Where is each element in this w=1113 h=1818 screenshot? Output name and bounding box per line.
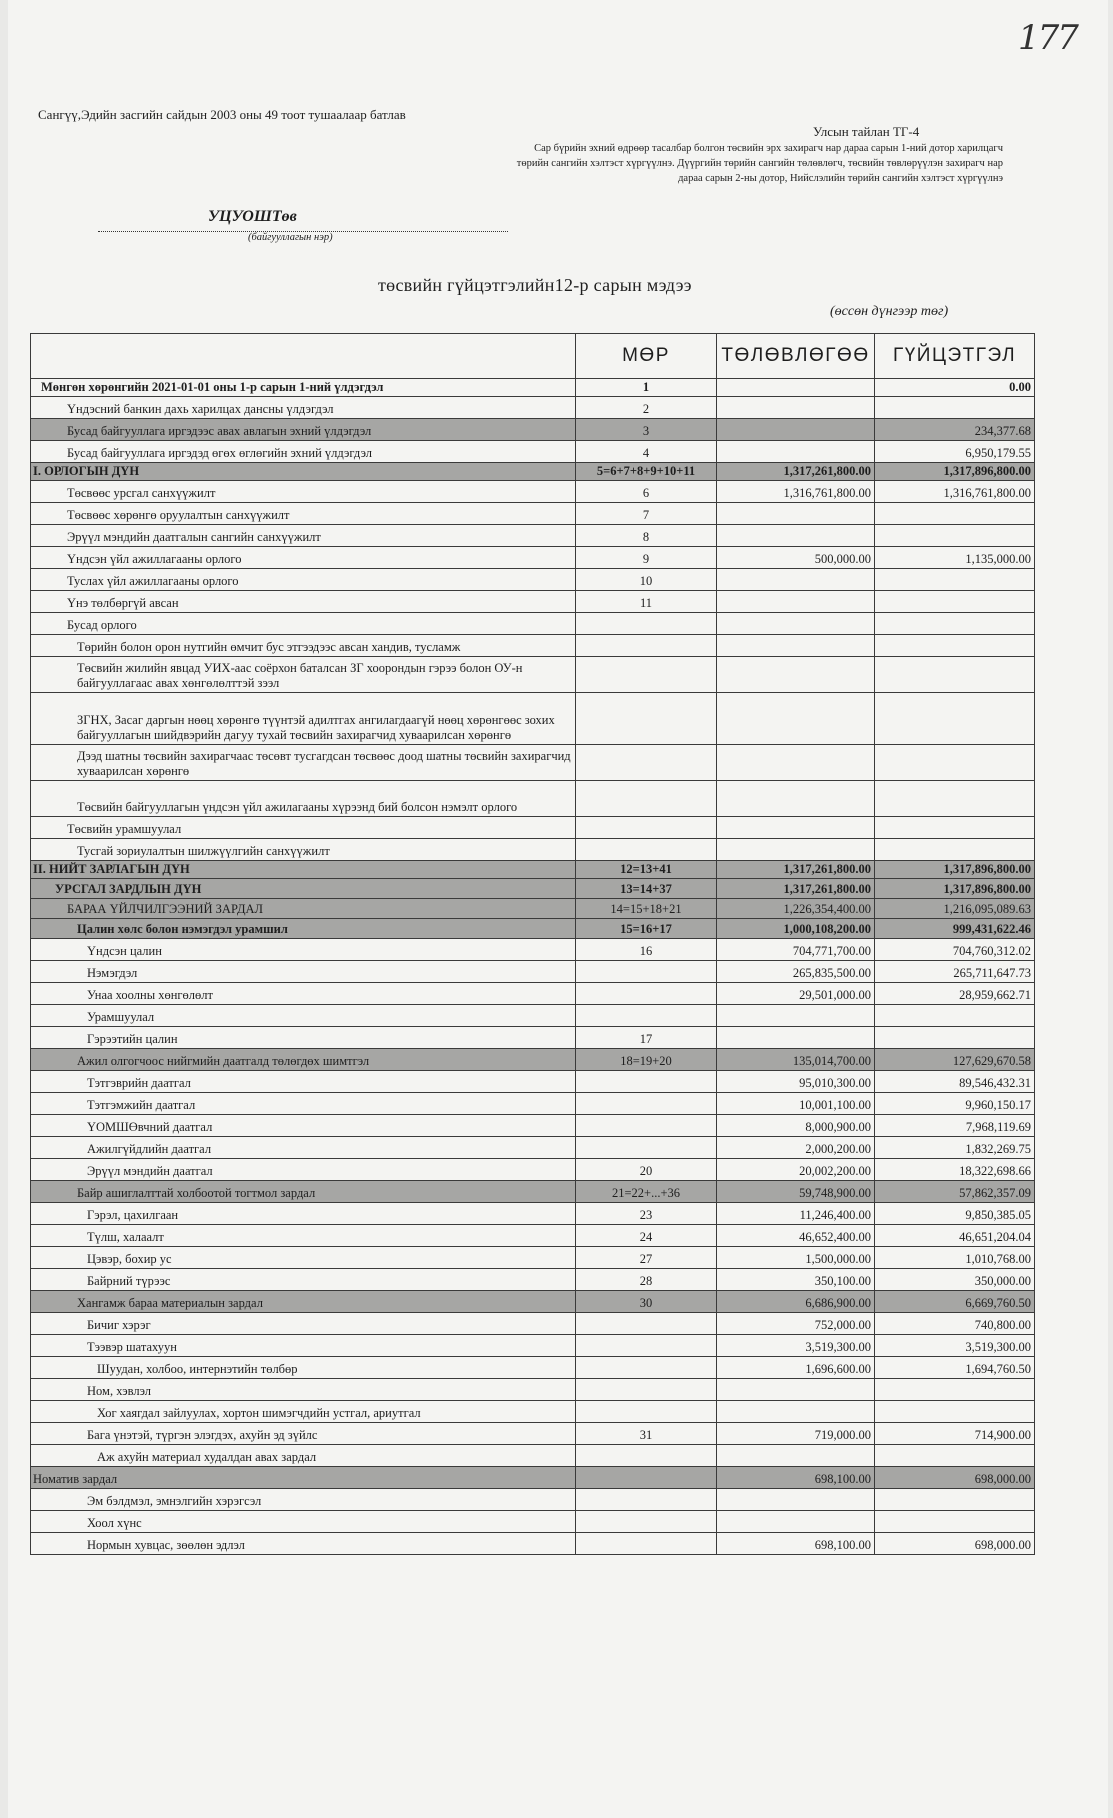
row-name: Гэрэл, цахилгаан: [31, 1203, 576, 1225]
table-row: [31, 939, 1035, 961]
row-actual: 350,000.00: [875, 1269, 1035, 1291]
table-row: [31, 983, 1035, 1005]
row-code: 10: [576, 569, 717, 591]
row-code: [576, 1379, 717, 1401]
table-row: [31, 441, 1035, 463]
row-plan: 2,000,200.00: [717, 1137, 875, 1159]
row-actual: 265,711,647.73: [875, 961, 1035, 983]
row-plan: 8,000,900.00: [717, 1115, 875, 1137]
row-actual: 9,960,150.17: [875, 1093, 1035, 1115]
row-actual: [875, 1401, 1035, 1423]
document-page: [8, 0, 1108, 1818]
table-row: [31, 1533, 1035, 1555]
table-row: [31, 1335, 1035, 1357]
row-code: [576, 1467, 717, 1489]
table-row: [31, 745, 1035, 781]
row-name: Цэвэр, бохир ус: [31, 1247, 576, 1269]
table-row: [31, 1313, 1035, 1335]
row-actual: 6,950,179.55: [875, 441, 1035, 463]
row-actual: [875, 397, 1035, 419]
row-code: [576, 1401, 717, 1423]
row-name: Тэтгэврийн даатгал: [31, 1071, 576, 1093]
form-note: Сар бүрийн эхний өдрөөр тасалбар болгон төсвийн эрх захирагч нар дараа сарын 1-ний дотор харилцагч төрийн сангийн хэлтэст хүргүүлнэ. Дүүргийн төрийн сангийн төлөвлөгч, төсвийн төвлөрүүлэн захирагч нар дараа сарын 2-ны дотор, Нийслэлийн төрийн сангийн хэлтэст хүргүүлнэ: [516, 143, 1003, 184]
row-code: [576, 781, 717, 817]
table-row: [31, 419, 1035, 441]
row-name: Төсвийн жилийн явцад УИХ-аас соёрхон баталсан ЗГ хоорондын гэрээ болон ОУ-н байгууллагаас авах хөнгөлөлттэй зээл: [31, 657, 576, 693]
row-plan: 500,000.00: [717, 547, 875, 569]
row-code: 31: [576, 1423, 717, 1445]
row-name: Төсвөөс урсгал санхүүжилт: [31, 481, 576, 503]
row-actual: 6,669,760.50: [875, 1291, 1035, 1313]
row-plan: 29,501,000.00: [717, 983, 875, 1005]
row-code: 3: [576, 419, 717, 441]
table-row: [31, 1203, 1035, 1225]
row-plan: [717, 591, 875, 613]
table-row: [31, 1489, 1035, 1511]
row-plan: [717, 397, 875, 419]
row-name: Байр ашиглалттай холбоотой тогтмол зардал: [31, 1181, 576, 1203]
row-actual: [875, 839, 1035, 861]
row-code: 27: [576, 1247, 717, 1269]
row-name: Төрийн болон орон нутгийн өмчит бус этгээдээс авсан хандив, тусламж: [31, 635, 576, 657]
table-row: [31, 1027, 1035, 1049]
row-plan: 1,317,261,800.00: [717, 463, 875, 481]
table-row: [31, 1115, 1035, 1137]
row-plan: [717, 839, 875, 861]
organization-name: УЦУОШТөв: [208, 208, 297, 225]
row-name: БАРАА ҮЙЛЧИЛГЭЭНИЙ ЗАРДАЛ: [31, 899, 576, 919]
row-name: Нормын хувцас, зөөлөн эдлэл: [31, 1533, 576, 1555]
row-actual: 698,000.00: [875, 1467, 1035, 1489]
row-plan: 265,835,500.00: [717, 961, 875, 983]
row-plan: [717, 635, 875, 657]
row-actual: [875, 817, 1035, 839]
row-plan: [717, 693, 875, 745]
table-row: [31, 547, 1035, 569]
row-actual: 28,959,662.71: [875, 983, 1035, 1005]
row-code: 11: [576, 591, 717, 613]
row-actual: [875, 1511, 1035, 1533]
row-code: 8: [576, 525, 717, 547]
table-row: [31, 591, 1035, 613]
table-row: [31, 1445, 1035, 1467]
table-row: [31, 1181, 1035, 1203]
row-name: Төсвийн урамшуулал: [31, 817, 576, 839]
row-plan: [717, 1489, 875, 1511]
table-row: [31, 1379, 1035, 1401]
row-plan: 46,652,400.00: [717, 1225, 875, 1247]
table-row: [31, 899, 1035, 919]
row-name: Ажил олгогчоос нийгмийн даатгалд төлөгдөх шимтгэл: [31, 1049, 576, 1071]
row-name: Төсвийн байгууллагын үндсэн үйл ажилагааны хүрээнд бий болсон нэмэлт орлого: [31, 781, 576, 817]
row-actual: [875, 635, 1035, 657]
row-code: [576, 817, 717, 839]
row-actual: 1,694,760.50: [875, 1357, 1035, 1379]
row-plan: 1,000,108,200.00: [717, 919, 875, 939]
row-name: Аж ахуйн материал худалдан авах зардал: [31, 1445, 576, 1467]
row-actual: 57,862,357.09: [875, 1181, 1035, 1203]
row-plan: 10,001,100.00: [717, 1093, 875, 1115]
row-actual: 1,216,095,089.63: [875, 899, 1035, 919]
row-name: II. НИЙТ ЗАРЛАГЫН ДҮН: [31, 861, 576, 879]
row-name: Бага үнэтэй, түргэн элэгдэх, ахуйн эд зүйлс: [31, 1423, 576, 1445]
row-plan: 1,317,261,800.00: [717, 861, 875, 879]
row-code: [576, 1005, 717, 1027]
row-code: [576, 657, 717, 693]
row-name: Байрний түрээс: [31, 1269, 576, 1291]
row-plan: [717, 1027, 875, 1049]
row-code: [576, 745, 717, 781]
header-actual: ГҮЙЦЭТГЭЛ: [875, 334, 1035, 379]
row-code: 7: [576, 503, 717, 525]
row-actual: [875, 745, 1035, 781]
row-actual: [875, 1379, 1035, 1401]
row-actual: [875, 503, 1035, 525]
table-row: [31, 1071, 1035, 1093]
row-name: Ажилгүйдлийн даатгал: [31, 1137, 576, 1159]
row-name: Унаа хоолны хөнгөлөлт: [31, 983, 576, 1005]
row-code: 14=15+18+21: [576, 899, 717, 919]
row-name: Номатив зардал: [31, 1467, 576, 1489]
table-row: [31, 817, 1035, 839]
row-actual: [875, 781, 1035, 817]
row-actual: 1,135,000.00: [875, 547, 1035, 569]
row-code: 18=19+20: [576, 1049, 717, 1071]
row-plan: 752,000.00: [717, 1313, 875, 1335]
row-actual: 714,900.00: [875, 1423, 1035, 1445]
row-code: 9: [576, 547, 717, 569]
row-plan: [717, 525, 875, 547]
table-row: [31, 1423, 1035, 1445]
row-code: 21=22+...+36: [576, 1181, 717, 1203]
row-actual: 89,546,432.31: [875, 1071, 1035, 1093]
row-plan: [717, 1005, 875, 1027]
row-name: Үндэсний банкин дахь харилцах дансны үлдэгдэл: [31, 397, 576, 419]
table-row: [31, 1049, 1035, 1071]
row-actual: 1,317,896,800.00: [875, 861, 1035, 879]
row-name: ҮОМШӨвчний даатгал: [31, 1115, 576, 1137]
row-code: 2: [576, 397, 717, 419]
row-name: Урамшуулал: [31, 1005, 576, 1027]
row-plan: [717, 503, 875, 525]
row-plan: 719,000.00: [717, 1423, 875, 1445]
row-name: Эрүүл мэндийн даатгалын сангийн санхүүжилт: [31, 525, 576, 547]
table-row: [31, 861, 1035, 879]
row-name: Тусгай зориулалтын шилжүүлгийн санхүүжилт: [31, 839, 576, 861]
row-code: 20: [576, 1159, 717, 1181]
row-actual: 9,850,385.05: [875, 1203, 1035, 1225]
row-code: [576, 1071, 717, 1093]
row-actual: [875, 1489, 1035, 1511]
row-actual: [875, 591, 1035, 613]
row-plan: 704,771,700.00: [717, 939, 875, 961]
row-name: Бусад орлого: [31, 613, 576, 635]
row-actual: 234,377.68: [875, 419, 1035, 441]
row-plan: [717, 441, 875, 463]
row-actual: 1,316,761,800.00: [875, 481, 1035, 503]
row-plan: [717, 569, 875, 591]
row-code: 15=16+17: [576, 919, 717, 939]
row-name: Түлш, халаалт: [31, 1225, 576, 1247]
row-plan: 350,100.00: [717, 1269, 875, 1291]
header-row: МӨР: [576, 334, 717, 379]
row-actual: [875, 525, 1035, 547]
table-row: [31, 961, 1035, 983]
table-row: [31, 693, 1035, 745]
row-plan: [717, 1401, 875, 1423]
row-name: Бусад байгууллага иргэдээс авах авлагын эхний үлдэгдэл: [31, 419, 576, 441]
table-row: [31, 1511, 1035, 1533]
row-name: Хог хаягдал зайлуулах, хортон шимэгчдийн устгал, ариутгал: [31, 1401, 576, 1423]
approval-text: Сангүү,Эдийн засгийн сайдын 2003 оны 49 тоот тушаалаар батлав: [38, 107, 406, 122]
row-code: 16: [576, 939, 717, 961]
table-row: [31, 781, 1035, 817]
table-row: [31, 613, 1035, 635]
row-actual: 1,317,896,800.00: [875, 463, 1035, 481]
table-row: [31, 1357, 1035, 1379]
row-name: Дээд шатны төсвийн захирагчаас төсөвт тусгагдсан төсвөөс доод шатны төсвийн захирагчид хуваарилсан хөрөнгө: [31, 745, 576, 781]
row-plan: 20,002,200.00: [717, 1159, 875, 1181]
row-plan: 1,226,354,400.00: [717, 899, 875, 919]
row-code: 30: [576, 1291, 717, 1313]
table-row: [31, 1269, 1035, 1291]
row-name: УРСГАЛ ЗАРДЛЫН ДҮН: [31, 879, 576, 899]
row-code: [576, 983, 717, 1005]
table-row: [31, 379, 1035, 397]
row-plan: [717, 1379, 875, 1401]
row-name: Тээвэр шатахуун: [31, 1335, 576, 1357]
row-plan: 95,010,300.00: [717, 1071, 875, 1093]
row-actual: 740,800.00: [875, 1313, 1035, 1335]
table-row: [31, 919, 1035, 939]
row-plan: [717, 1511, 875, 1533]
row-code: [576, 613, 717, 635]
table-header-row: [31, 334, 1035, 379]
table-row: [31, 1247, 1035, 1269]
row-name: Гэрээтийн цалин: [31, 1027, 576, 1049]
row-plan: [717, 745, 875, 781]
header-name: [31, 334, 576, 379]
row-name: ЗГНХ, Засаг даргын нөөц хөрөнгө түүнтэй адилтгах ангилагдаагүй нөөц хөрөнгөөс зохих байгууллагын шийдвэрийн дагуу тухай төсвийн захирагчид хуваарилсан хөрөнгө: [31, 693, 576, 745]
table-row: [31, 481, 1035, 503]
unit-note: (өссөн дүнгээр төг): [830, 304, 949, 319]
row-name: Цалин хөлс болон нэмэгдэл урамшил: [31, 919, 576, 939]
row-name: Үндсэн үйл ажиллагааны орлого: [31, 547, 576, 569]
row-name: Төсвөөс хөрөнгө оруулалтын санхүүжилт: [31, 503, 576, 525]
row-name: Хоол хүнс: [31, 1511, 576, 1533]
row-name: Эрүүл мэндийн даатгал: [31, 1159, 576, 1181]
row-plan: 1,316,761,800.00: [717, 481, 875, 503]
row-actual: [875, 1005, 1035, 1027]
row-plan: 59,748,900.00: [717, 1181, 875, 1203]
table-row: [31, 1159, 1035, 1181]
row-actual: [875, 657, 1035, 693]
row-name: Эм бэлдмэл, эмнэлгийн хэрэгсэл: [31, 1489, 576, 1511]
table-row: [31, 1225, 1035, 1247]
row-plan: [717, 657, 875, 693]
row-code: [576, 1093, 717, 1115]
row-plan: 1,317,261,800.00: [717, 879, 875, 899]
row-actual: 1,832,269.75: [875, 1137, 1035, 1159]
table-row: [31, 1005, 1035, 1027]
table-row: [31, 569, 1035, 591]
row-plan: 6,686,900.00: [717, 1291, 875, 1313]
row-actual: [875, 569, 1035, 591]
row-actual: 18,322,698.66: [875, 1159, 1035, 1181]
row-actual: 698,000.00: [875, 1533, 1035, 1555]
table-row: [31, 1291, 1035, 1313]
row-actual: 1,010,768.00: [875, 1247, 1035, 1269]
row-actual: 46,651,204.04: [875, 1225, 1035, 1247]
row-actual: 704,760,312.02: [875, 939, 1035, 961]
report-table: [30, 333, 1035, 1555]
row-code: 5=6+7+8+9+10+11: [576, 463, 717, 481]
row-code: 24: [576, 1225, 717, 1247]
table-row: [31, 525, 1035, 547]
row-plan: [717, 379, 875, 397]
row-actual: 7,968,119.69: [875, 1115, 1035, 1137]
header-plan: ТӨЛӨВЛӨГӨӨ: [717, 334, 875, 379]
row-actual: 3,519,300.00: [875, 1335, 1035, 1357]
row-code: 1: [576, 379, 717, 397]
row-plan: 1,500,000.00: [717, 1247, 875, 1269]
row-code: 12=13+41: [576, 861, 717, 879]
row-plan: 698,100.00: [717, 1467, 875, 1489]
row-code: [576, 635, 717, 657]
report-title: төсвийн гүйцэтгэлийн12-р сарын мэдээ: [378, 275, 692, 295]
row-plan: [717, 613, 875, 635]
row-plan: [717, 1445, 875, 1467]
table-row: [31, 635, 1035, 657]
row-plan: [717, 419, 875, 441]
row-name: Мөнгөн хөрөнгийн 2021-01-01 оны 1-р сарын 1-ний үлдэгдэл: [31, 379, 576, 397]
row-plan: 1,696,600.00: [717, 1357, 875, 1379]
table-row: [31, 463, 1035, 481]
row-code: 28: [576, 1269, 717, 1291]
row-name: I. ОРЛОГЫН ДҮН: [31, 463, 576, 481]
table-row: [31, 503, 1035, 525]
row-code: 4: [576, 441, 717, 463]
row-name: Хангамж бараа материалын зардал: [31, 1291, 576, 1313]
row-actual: [875, 1027, 1035, 1049]
row-name: Бичиг хэрэг: [31, 1313, 576, 1335]
row-code: [576, 1335, 717, 1357]
row-code: [576, 1115, 717, 1137]
row-actual: 0.00: [875, 379, 1035, 397]
row-name: Туслах үйл ажиллагааны орлого: [31, 569, 576, 591]
row-plan: 698,100.00: [717, 1533, 875, 1555]
row-name: Үнэ төлбөргүй авсан: [31, 591, 576, 613]
table-row: [31, 839, 1035, 861]
row-name: Шуудан, холбоо, интернэтийн төлбөр: [31, 1357, 576, 1379]
row-code: [576, 1511, 717, 1533]
row-actual: [875, 693, 1035, 745]
row-actual: 1,317,896,800.00: [875, 879, 1035, 899]
row-code: [576, 1533, 717, 1555]
table-row: [31, 1093, 1035, 1115]
organization-caption: (байгууллагын нэр): [248, 232, 333, 243]
row-plan: [717, 817, 875, 839]
table-row: [31, 657, 1035, 693]
row-name: Бусад байгууллага иргэдэд өгөх өглөгийн эхний үлдэгдэл: [31, 441, 576, 463]
row-code: [576, 1489, 717, 1511]
row-actual: [875, 613, 1035, 635]
row-plan: 135,014,700.00: [717, 1049, 875, 1071]
table-row: [31, 397, 1035, 419]
row-code: [576, 693, 717, 745]
row-actual: [875, 1445, 1035, 1467]
row-code: [576, 1445, 717, 1467]
table-row: [31, 1401, 1035, 1423]
row-actual: 999,431,622.46: [875, 919, 1035, 939]
row-plan: [717, 781, 875, 817]
row-name: Үндсэн цалин: [31, 939, 576, 961]
row-code: [576, 1357, 717, 1379]
row-code: [576, 961, 717, 983]
row-code: [576, 1313, 717, 1335]
row-name: Ном, хэвлэл: [31, 1379, 576, 1401]
row-name: Нэмэгдэл: [31, 961, 576, 983]
page-number: 177: [1018, 18, 1077, 58]
table-row: [31, 1137, 1035, 1159]
row-code: 13=14+37: [576, 879, 717, 899]
row-code: 17: [576, 1027, 717, 1049]
form-number: Улсын тайлан ТГ-4: [813, 124, 920, 139]
table-row: [31, 1467, 1035, 1489]
table-row: [31, 879, 1035, 899]
row-actual: 127,629,670.58: [875, 1049, 1035, 1071]
row-name: Тэтгэмжийн даатгал: [31, 1093, 576, 1115]
row-plan: 11,246,400.00: [717, 1203, 875, 1225]
row-code: 23: [576, 1203, 717, 1225]
row-code: [576, 839, 717, 861]
row-code: 6: [576, 481, 717, 503]
row-plan: 3,519,300.00: [717, 1335, 875, 1357]
row-code: [576, 1137, 717, 1159]
